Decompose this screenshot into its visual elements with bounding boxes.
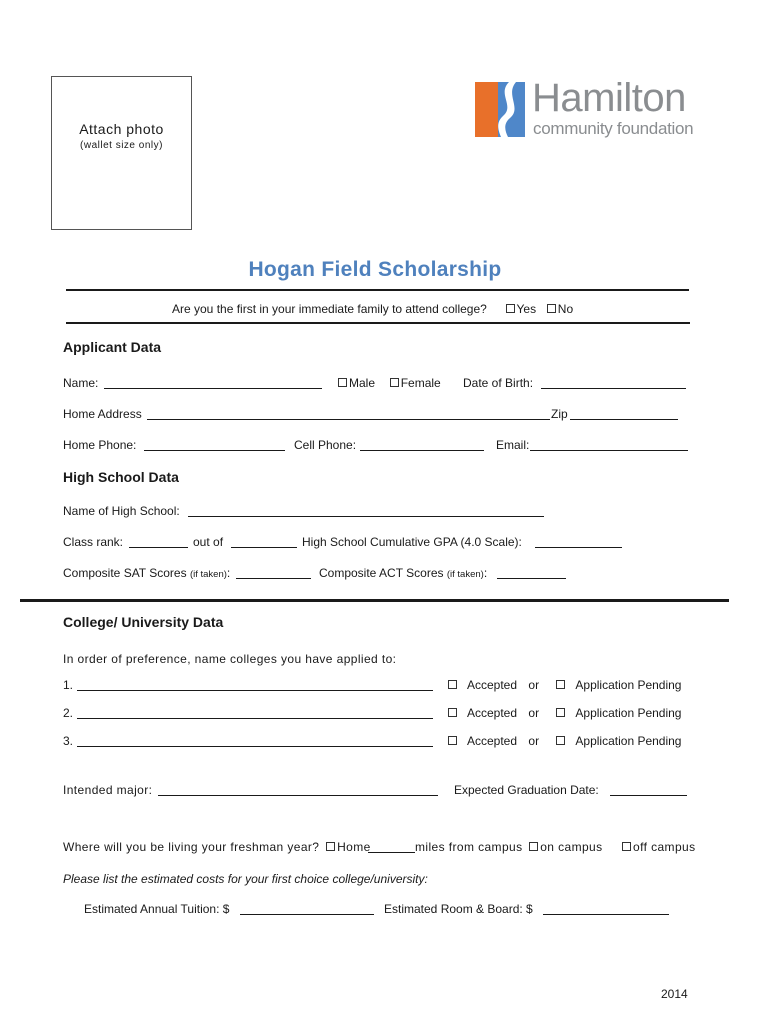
dob-field[interactable]	[541, 376, 686, 389]
class-size-field[interactable]	[231, 535, 297, 548]
college-2-accepted-checkbox[interactable]	[448, 708, 457, 717]
gpa-field[interactable]	[535, 535, 622, 548]
photo-box	[51, 76, 192, 230]
applicant-heading: Applicant Data	[63, 339, 162, 355]
first-gen-row	[172, 302, 573, 316]
logo-name: Hamilton	[532, 76, 686, 120]
first-gen-yes-checkbox[interactable]	[506, 304, 515, 313]
zip-label: Zip	[551, 407, 568, 421]
page-title: Hogan Field Scholarship	[248, 258, 502, 281]
female-checkbox[interactable]	[390, 378, 399, 387]
cell-phone-field[interactable]	[360, 438, 484, 451]
living-row	[63, 840, 371, 854]
major-label: Intended major:	[63, 783, 153, 797]
out-of-label: out of	[193, 535, 224, 549]
college-2-num: 2.	[63, 706, 74, 720]
college-3-pending-checkbox[interactable]	[556, 736, 565, 745]
female-label: Female	[400, 376, 441, 390]
address-field[interactable]	[147, 407, 550, 420]
college-3-status	[448, 734, 681, 748]
act-field[interactable]	[497, 566, 566, 579]
off-campus-checkbox[interactable]	[622, 842, 631, 851]
college-2-pending-label: Application Pending	[575, 706, 682, 720]
sat-field[interactable]	[236, 566, 311, 579]
college-1-accepted-label: Accepted	[467, 678, 518, 692]
college-3-pending-label: Application Pending	[575, 734, 682, 748]
college-1-status	[448, 678, 681, 692]
home-checkbox[interactable]	[326, 842, 335, 851]
section-divider	[20, 599, 729, 602]
logo-mark-icon	[475, 82, 525, 137]
miles-field[interactable]	[368, 840, 415, 853]
home-phone-label: Home Phone:	[63, 438, 137, 452]
cell-phone-label: Cell Phone:	[294, 438, 357, 452]
class-rank-label: Class rank:	[63, 535, 124, 549]
college-2-pending-checkbox[interactable]	[556, 708, 565, 717]
zip-field[interactable]	[570, 407, 678, 420]
college-2-status	[448, 706, 681, 720]
college-3-or: or	[528, 734, 540, 748]
off-campus-label: off campus	[633, 840, 696, 854]
college-1-accepted-checkbox[interactable]	[448, 680, 457, 689]
tuition-field[interactable]	[240, 902, 374, 915]
college-intro: In order of preference, name colleges you have applied to:	[63, 652, 397, 666]
sat-row: Composite SAT Scores (if taken):	[63, 566, 231, 580]
high-school-name-label: Name of High School:	[63, 504, 180, 518]
email-label: Email:	[496, 438, 530, 452]
tuition-label: Estimated Annual Tuition: $	[84, 902, 230, 916]
name-field[interactable]	[104, 376, 322, 389]
home-phone-field[interactable]	[144, 438, 285, 451]
grad-date-label: Expected Graduation Date:	[454, 783, 599, 797]
sat-label: Composite SAT Scores	[63, 566, 187, 580]
gender-row	[338, 376, 441, 390]
on-campus-label: on campus	[540, 840, 603, 854]
major-field[interactable]	[158, 783, 438, 796]
first-gen-yes-label: Yes	[516, 302, 537, 316]
college-2-accepted-label: Accepted	[467, 706, 518, 720]
college-1-or: or	[528, 678, 540, 692]
home-label: Home	[337, 840, 371, 854]
high-school-heading: High School Data	[63, 469, 179, 485]
gpa-label: High School Cumulative GPA (4.0 Scale):	[302, 535, 522, 549]
name-label: Name:	[63, 376, 99, 390]
first-gen-no-checkbox[interactable]	[547, 304, 556, 313]
college-1-pending-checkbox[interactable]	[556, 680, 565, 689]
living-row-2	[415, 840, 696, 854]
college-1-num: 1.	[63, 678, 74, 692]
male-label: Male	[349, 376, 376, 390]
act-row: Composite ACT Scores (if taken):	[319, 566, 488, 580]
college-1-field[interactable]	[77, 678, 433, 691]
sat-if-taken: (if taken)	[189, 569, 227, 580]
college-3-accepted-label: Accepted	[467, 734, 518, 748]
class-rank-field[interactable]	[129, 535, 188, 548]
year-footer: 2014	[661, 987, 688, 1001]
title-rule-bottom	[66, 322, 690, 324]
grad-date-field[interactable]	[610, 783, 687, 796]
room-board-label: Estimated Room & Board: $	[384, 902, 533, 916]
college-2-or: or	[528, 706, 540, 720]
college-2-field[interactable]	[77, 706, 433, 719]
first-gen-no-label: No	[557, 302, 574, 316]
college-3-accepted-checkbox[interactable]	[448, 736, 457, 745]
living-question: Where will you be living your freshman year?	[63, 840, 320, 854]
room-board-field[interactable]	[543, 902, 669, 915]
dob-label: Date of Birth:	[463, 376, 534, 390]
male-checkbox[interactable]	[338, 378, 347, 387]
title-rule-top	[66, 289, 689, 291]
act-label: Composite ACT Scores	[319, 566, 444, 580]
miles-label: miles from campus	[415, 840, 523, 854]
address-label: Home Address	[63, 407, 142, 421]
college-3-num: 3.	[63, 734, 74, 748]
photo-subtitle: (wallet size only)	[80, 140, 163, 151]
photo-title: Attach photo	[79, 121, 164, 137]
hamilton-logo	[475, 76, 715, 142]
college-1-pending-label: Application Pending	[575, 678, 682, 692]
on-campus-checkbox[interactable]	[529, 842, 538, 851]
college-heading: College/ University Data	[63, 614, 224, 630]
email-field[interactable]	[530, 438, 688, 451]
logo-tagline: community foundation	[533, 119, 694, 138]
costs-prompt: Please list the estimated costs for your first choice college/university:	[63, 872, 428, 886]
first-gen-question: Are you the first in your immediate family to attend college?	[172, 302, 487, 316]
high-school-name-field[interactable]	[188, 504, 544, 517]
act-if-taken: (if taken)	[446, 569, 484, 580]
college-3-field[interactable]	[77, 734, 433, 747]
